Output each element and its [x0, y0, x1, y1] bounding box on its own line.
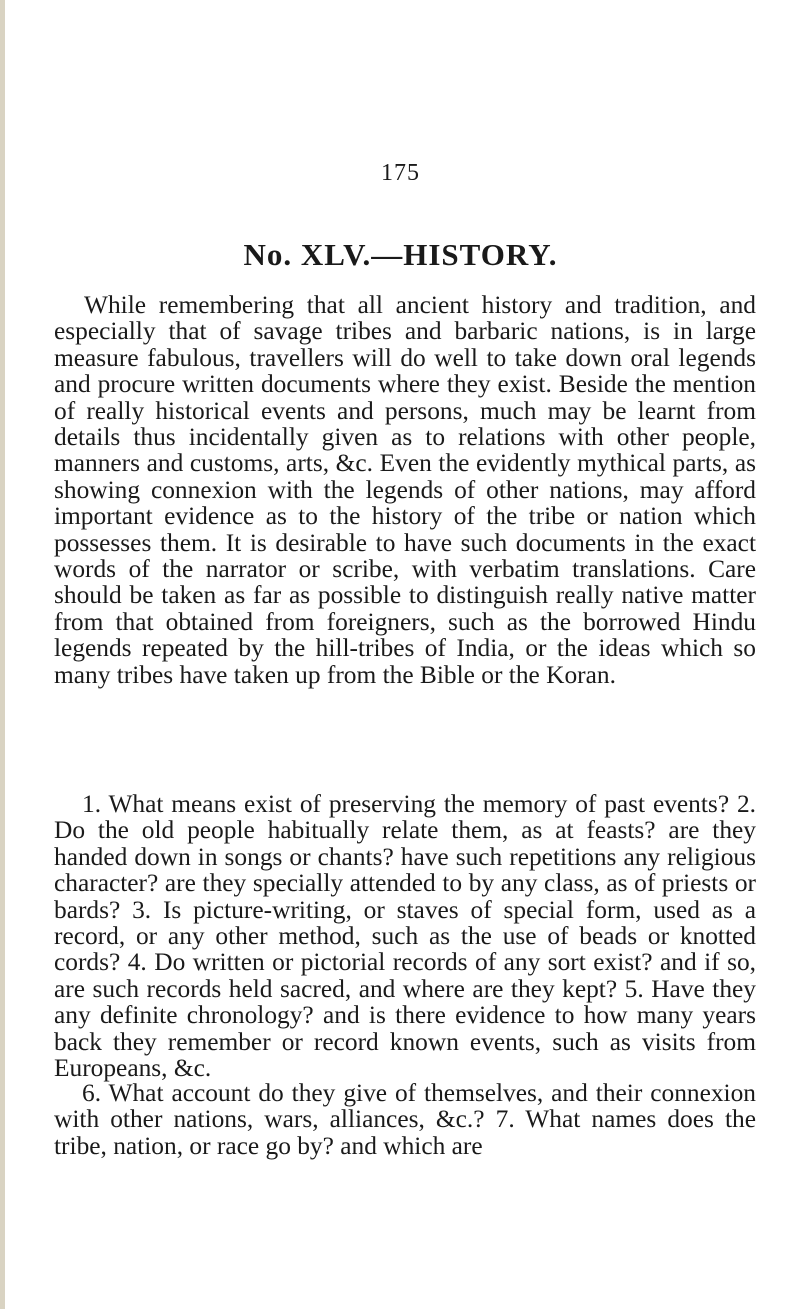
intro-paragraph: While remembering that all ancient history and tradition, and especially that of savage tribes and barbaric nations, is in large measure fabulous, travellers will do well to take down oral legends and procure written documents where they exist. Beside the mention of really historical events and persons, much may be learnt from details thus incidentally given as to relations with other people, manners and customs, arts, &c. Even the evidently mythical parts, as showing connexion with the legends of other nations, may afford important evidence as to the history of the tribe or nation which possesses them. It is desirable to have such documents in the exact words of the narrator or scribe, with verbatim translations. Care should be taken as far as possible to distinguish really native matter from that obtained from foreigners, such as the borrowed Hindu legends repeated by the hill-tribes of India, or the ideas which so many tribes have taken up from the Bible or the Koran. [54, 291, 756, 689]
questions-block-2 [54, 1080, 756, 1159]
body-text-block [54, 292, 756, 688]
page-number: 175 [381, 160, 420, 186]
questions-block-1 [54, 791, 756, 1081]
questions-paragraph: 1. What means exist of preserving the memory of past events? 2. Do the old people habitually relate them, as at feasts? are they handed down in songs or chants? have such repetitions any religious character? are they specially attended to by any class, as of priests or bards? 3. Is picture-writing, or staves of special form, used as a record, or any other method, such as the use of beads or knotted cords? 4. Do written or pictorial records of any sort exist? and if so, are such records held sacred, and where are they kept? 5. Have they any definite chronology? and is there evidence to how many years back they remember or record known events, such as visits from Europeans, &c. [54, 790, 756, 1083]
section-heading: No. XLV.—HISTORY. [243, 237, 558, 272]
questions-paragraph-continued: 6. What account do they give of themselves, and their connexion with other nations, wars, alliances, &c.? 7. What names does the tribe, nation, or race go by? and which are [54, 1079, 756, 1160]
book-spine-edge [0, 0, 5, 1309]
